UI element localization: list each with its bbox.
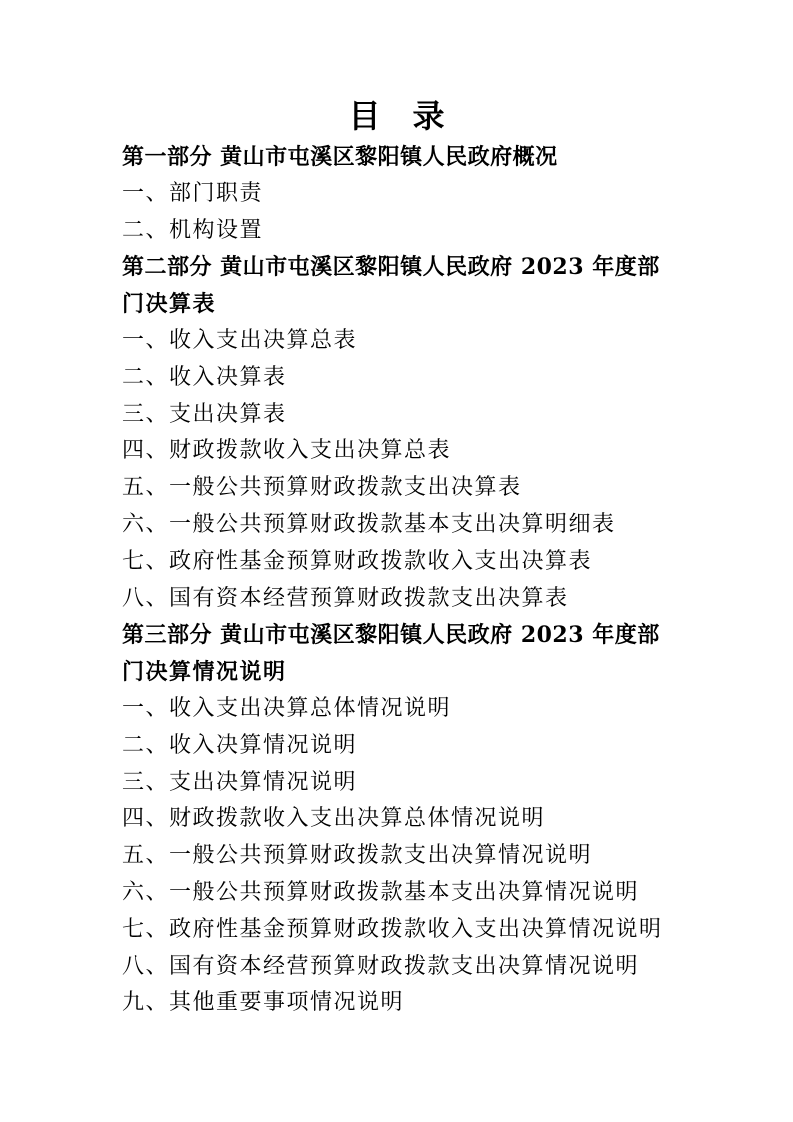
toc-item: 二、机构设置	[122, 217, 264, 243]
toc-item: 八、国有资本经营预算财政拨款支出决算表	[122, 585, 569, 611]
toc-item: 三、支出决算表	[122, 401, 287, 427]
toc-item: 四、财政拨款收入支出决算总表	[122, 438, 452, 464]
toc-item: 六、一般公共预算财政拨款基本支出决算明细表	[122, 511, 616, 537]
toc-item: 六、一般公共预算财政拨款基本支出决算情况说明	[122, 879, 640, 905]
toc-item: 五、一般公共预算财政拨款支出决算表	[122, 475, 522, 501]
toc-item: 一、部门职责	[122, 180, 264, 206]
toc-item: 七、政府性基金预算财政拨款收入支出决算情况说明	[122, 916, 663, 942]
toc-part-heading-continued: 门决算情况说明	[122, 659, 287, 686]
toc-item: 八、国有资本经营预算财政拨款支出决算情况说明	[122, 953, 640, 979]
toc-part-heading: 第三部分 黄山市屯溪区黎阳镇人民政府 2023 年度部	[122, 622, 660, 649]
toc-item: 二、收入决算表	[122, 364, 287, 390]
toc-item: 二、收入决算情况说明	[122, 732, 358, 758]
toc-item: 三、支出决算情况说明	[122, 769, 358, 795]
toc-part-heading: 第二部分 黄山市屯溪区黎阳镇人民政府 2023 年度部	[122, 254, 660, 281]
toc-item: 九、其他重要事项情况说明	[122, 990, 405, 1016]
toc-item: 一、收入支出决算总表	[122, 327, 358, 353]
toc-item: 七、政府性基金预算财政拨款收入支出决算表	[122, 548, 593, 574]
page-title: 目 录	[348, 97, 445, 135]
table-of-contents	[122, 139, 682, 1022]
toc-part-heading-continued: 门决算表	[122, 291, 217, 318]
toc-item: 四、财政拨款收入支出决算总体情况说明	[122, 806, 546, 832]
toc-part-heading: 第一部分 黄山市屯溪区黎阳镇人民政府概况	[122, 144, 558, 170]
toc-item: 五、一般公共预算财政拨款支出决算情况说明	[122, 843, 593, 869]
toc-item: 一、收入支出决算总体情况说明	[122, 695, 452, 721]
